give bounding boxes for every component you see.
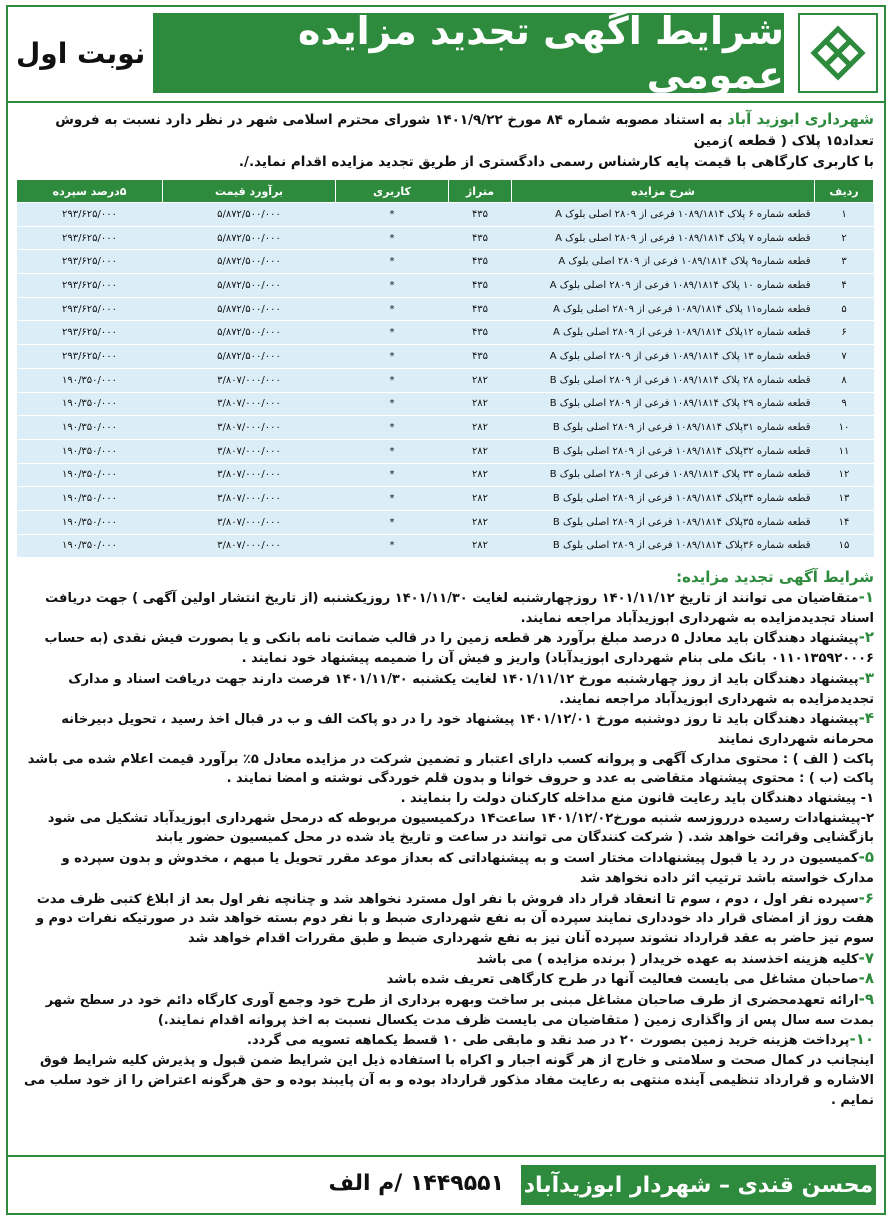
condition-text: ۱- پیشنهاد دهندگان باید رعایت قانون منع مداخله کارکنان دولت را بنمایند . bbox=[400, 791, 874, 807]
row-usage: * bbox=[336, 463, 449, 487]
row-price: ۳/۸۰۷/۰۰۰/۰۰۰ bbox=[163, 487, 336, 511]
row-usage: * bbox=[336, 297, 449, 321]
row-area: ۲۸۲ bbox=[449, 534, 512, 558]
row-price: ۵/۸۷۲/۵۰۰/۰۰۰ bbox=[163, 250, 336, 274]
table-row bbox=[17, 487, 874, 511]
row-price: ۵/۸۷۲/۵۰۰/۰۰۰ bbox=[163, 297, 336, 321]
row-deposit: ۲۹۳/۶۲۵/۰۰۰ bbox=[17, 345, 163, 369]
row-price: ۳/۸۰۷/۰۰۰/۰۰۰ bbox=[163, 510, 336, 534]
row-usage: * bbox=[336, 439, 449, 463]
row-area: ۲۸۲ bbox=[449, 439, 512, 463]
condition-item bbox=[18, 889, 874, 949]
table-row bbox=[17, 439, 874, 463]
row-number: ۷ bbox=[815, 345, 874, 369]
row-number: ۱۵ bbox=[815, 534, 874, 558]
row-deposit: ۲۹۳/۶۲۵/۰۰۰ bbox=[17, 321, 163, 345]
row-description: قطعه شماره ۳۴پلاک ۱۰۸۹/۱۸۱۴ فرعی از ۲۸۰۹ اصلی بلوک B bbox=[512, 487, 815, 511]
row-area: ۲۸۲ bbox=[449, 487, 512, 511]
row-description: قطعه شماره ۱۰ پلاک ۱۰۸۹/۱۸۱۴ فرعی از ۲۸۰۹ اصلی بلوک A bbox=[512, 274, 815, 298]
column-header: کاربری bbox=[336, 180, 449, 203]
row-area: ۴۳۵ bbox=[449, 297, 512, 321]
condition-item bbox=[18, 769, 874, 789]
condition-text: پیشنهاد دهندگان باید تا روز دوشنبه مورخ ۱۴۰۱/۱۲/۰۱ پیشنهاد خود را در دو پاکت الف و ب در قبال اخذ رسید ، تحویل دبیرخانه محرمانه شهرداری نمایند bbox=[61, 712, 874, 747]
row-usage: * bbox=[336, 226, 449, 250]
row-number: ۱۳ bbox=[815, 487, 874, 511]
row-price: ۵/۸۷۲/۵۰۰/۰۰۰ bbox=[163, 203, 336, 227]
row-description: قطعه شماره ۳۶پلاک ۱۰۸۹/۱۸۱۴ فرعی از ۲۸۰۹ اصلی بلوک B bbox=[512, 534, 815, 558]
row-price: ۳/۸۰۷/۰۰۰/۰۰۰ bbox=[163, 368, 336, 392]
condition-number: ۸- bbox=[858, 969, 874, 988]
intro-paragraph bbox=[8, 103, 884, 173]
row-usage: * bbox=[336, 510, 449, 534]
condition-number: ۷- bbox=[858, 948, 874, 967]
notice-header bbox=[8, 7, 884, 103]
condition-number: ۳- bbox=[858, 668, 874, 687]
row-description: قطعه شماره ۲۹ پلاک ۱۰۸۹/۱۸۱۴ فرعی از ۲۸۰۹ اصلی بلوک B bbox=[512, 392, 815, 416]
row-deposit: ۲۹۳/۶۲۵/۰۰۰ bbox=[17, 274, 163, 298]
table-row bbox=[17, 250, 874, 274]
condition-item bbox=[18, 709, 874, 749]
row-deposit: ۱۹۰/۳۵۰/۰۰۰ bbox=[17, 487, 163, 511]
title-banner bbox=[153, 9, 784, 97]
condition-item bbox=[18, 1051, 874, 1110]
row-price: ۳/۸۰۷/۰۰۰/۰۰۰ bbox=[163, 534, 336, 558]
notice-title: شرایط آگهی تجدید مزایده عمومی bbox=[297, 9, 784, 97]
row-deposit: ۱۹۰/۳۵۰/۰۰۰ bbox=[17, 534, 163, 558]
table-row bbox=[17, 392, 874, 416]
table-row bbox=[17, 203, 874, 227]
conditions-title: شرایط آگهی تجدید مزایده: bbox=[676, 568, 874, 587]
municipality-name: شهرداری ابوزید آباد bbox=[727, 110, 874, 128]
row-number: ۱ bbox=[815, 203, 874, 227]
column-header: ردیف bbox=[815, 180, 874, 203]
row-price: ۳/۸۰۷/۰۰۰/۰۰۰ bbox=[163, 463, 336, 487]
condition-text: پیشنهاد دهندگان باید از روز چهارشنبه مورخ ۱۴۰۱/۱۱/۱۲ لغایت یکشنبه ۱۴۰۱/۱۱/۳۰ فرصت دارند جهت دریافت اسناد و مدارک تجدیدمزایده به شهرداری ابوزیدآباد مراجعه نمایند. bbox=[68, 671, 874, 707]
row-area: ۲۸۲ bbox=[449, 510, 512, 534]
row-area: ۴۳۵ bbox=[449, 345, 512, 369]
table-row bbox=[17, 510, 874, 534]
row-area: ۴۳۵ bbox=[449, 203, 512, 227]
column-header: شرح مزایده bbox=[512, 180, 815, 203]
condition-text: پرداخت هزینه خرید زمین بصورت ۲۰ در صد نقد و مابقی طی ۱۰ قسط یکماهه تسویه می گردد. bbox=[247, 1033, 850, 1049]
row-number: ۹ bbox=[815, 392, 874, 416]
row-number: ۸ bbox=[815, 368, 874, 392]
row-usage: * bbox=[336, 203, 449, 227]
row-deposit: ۱۹۰/۳۵۰/۰۰۰ bbox=[17, 416, 163, 440]
condition-text: پیشنهاد دهندگان باید معادل ۵ درصد مبلغ برآورد هر قطعه زمین را در قالب ضمانت نامه بانکی و یا بصورت فیش نقدی (به حساب ۰۱۱۰۱۳۵۹۲۰۰۰۶ بانک ملی بنام شهرداری ابوزیدآباد) واریز و فیش آن را ضمیمه پیشنهاد خود نمایند . bbox=[44, 631, 874, 667]
table-header-row bbox=[17, 180, 874, 203]
row-description: قطعه شماره ۱۳ پلاک ۱۰۸۹/۱۸۱۴ فرعی از ۲۸۰۹ اصلی بلوک A bbox=[512, 345, 815, 369]
conditions-section bbox=[8, 558, 884, 1110]
condition-item bbox=[18, 789, 874, 809]
row-number: ۱۱ bbox=[815, 439, 874, 463]
row-area: ۲۸۲ bbox=[449, 416, 512, 440]
row-number: ۳ bbox=[815, 250, 874, 274]
row-area: ۲۸۲ bbox=[449, 392, 512, 416]
table-row bbox=[17, 534, 874, 558]
condition-text: صاحبان مشاغل می بایست فعالیت آنها در طرح کارگاهی تعریف شده باشد bbox=[386, 972, 859, 988]
row-usage: * bbox=[336, 250, 449, 274]
row-deposit: ۲۹۳/۶۲۵/۰۰۰ bbox=[17, 297, 163, 321]
condition-item bbox=[18, 628, 874, 668]
table-row bbox=[17, 368, 874, 392]
signature-box: محسن قندی – شهردار ابوزیدآباد bbox=[521, 1165, 876, 1205]
condition-item bbox=[18, 750, 874, 770]
condition-text: متقاضیان می توانند از تاریخ ۱۴۰۱/۱۱/۱۲ روزچهارشنبه لغایت ۱۴۰۱/۱۱/۳۰ روزیکشنبه (از تاریخ انتشار اولین آگهی ) جهت دریافت اسناد تجدیدمزایده به شهرداری ابوزیدآباد مراجعه نمایند. bbox=[45, 591, 874, 626]
condition-number: ۹- bbox=[858, 990, 874, 1009]
row-description: قطعه شماره ۲۸ پلاک ۱۰۸۹/۱۸۱۴ فرعی از ۲۸۰۹ اصلی بلوک B bbox=[512, 368, 815, 392]
row-description: قطعه شماره ۱۲پلاک ۱۰۸۹/۱۸۱۴ فرعی از ۲۸۰۹ اصلی بلوک A bbox=[512, 321, 815, 345]
row-number: ۲ bbox=[815, 226, 874, 250]
items-table bbox=[16, 179, 874, 558]
row-deposit: ۱۹۰/۳۵۰/۰۰۰ bbox=[17, 439, 163, 463]
row-number: ۶ bbox=[815, 321, 874, 345]
table-row bbox=[17, 345, 874, 369]
row-price: ۵/۸۷۲/۵۰۰/۰۰۰ bbox=[163, 274, 336, 298]
row-price: ۳/۸۰۷/۰۰۰/۰۰۰ bbox=[163, 392, 336, 416]
intro-text-2: با کاربری کارگاهی با قیمت پایه کارشناس رسمی دادگستری از طریق تجدید مزایده اقدام نماید./. bbox=[238, 154, 874, 170]
round-label: نوبت اول bbox=[16, 37, 146, 70]
row-deposit: ۱۹۰/۳۵۰/۰۰۰ bbox=[17, 510, 163, 534]
column-header: برآورد قیمت bbox=[163, 180, 336, 203]
condition-item bbox=[18, 588, 874, 628]
row-usage: * bbox=[336, 487, 449, 511]
row-description: قطعه شماره ۳۲پلاک ۱۰۸۹/۱۸۱۴ فرعی از ۲۸۰۹ اصلی بلوک B bbox=[512, 439, 815, 463]
row-deposit: ۲۹۳/۶۲۵/۰۰۰ bbox=[17, 226, 163, 250]
publication-code: ۱۴۴۹۵۵۱ /م الف bbox=[328, 1171, 504, 1196]
row-area: ۴۳۵ bbox=[449, 274, 512, 298]
row-usage: * bbox=[336, 321, 449, 345]
row-description: قطعه شماره ۷ پلاک ۱۰۸۹/۱۸۱۴ فرعی از ۲۸۰۹ اصلی بلوک A bbox=[512, 226, 815, 250]
row-deposit: ۲۹۳/۶۲۵/۰۰۰ bbox=[17, 250, 163, 274]
condition-text: سپرده نفر اول ، دوم ، سوم تا انعقاد قرار داد فروش با نفر اول مسترد نخواهد شد و چنانچه نفر اول بعد از ابلاغ کتبی ظرف مدت هفت روز از امضای قرار داد خودداری نمایند سپرده آن به نفع شهرداری ضبط و با نفر دوم بسته خواهد شد در صورتیکه نفرات دوم و سوم نیز حاضر به عقد قرارداد نشوند سپرده آنان نیز به نفع شهرداری ضبط و طبق مقررات اقدام خواهد شد bbox=[35, 891, 874, 946]
row-price: ۵/۸۷۲/۵۰۰/۰۰۰ bbox=[163, 226, 336, 250]
row-price: ۳/۸۰۷/۰۰۰/۰۰۰ bbox=[163, 416, 336, 440]
row-deposit: ۱۹۰/۳۵۰/۰۰۰ bbox=[17, 463, 163, 487]
row-price: ۵/۸۷۲/۵۰۰/۰۰۰ bbox=[163, 345, 336, 369]
condition-item bbox=[18, 969, 874, 990]
row-area: ۲۸۲ bbox=[449, 368, 512, 392]
row-number: ۱۰ bbox=[815, 416, 874, 440]
row-price: ۳/۸۰۷/۰۰۰/۰۰۰ bbox=[163, 439, 336, 463]
table-row bbox=[17, 274, 874, 298]
table-row bbox=[17, 297, 874, 321]
row-description: قطعه شماره ۶ پلاک ۱۰۸۹/۱۸۱۴ فرعی از ۲۸۰۹ اصلی بلوک A bbox=[512, 203, 815, 227]
row-usage: * bbox=[336, 534, 449, 558]
condition-text: ۲-پیشنهادات رسیده درروزسه شنبه مورخ۱۴۰۱/۱۲/۰۲ ساعت۱۴ درکمیسیون مربوطه که درمحل شهرداری ابوزیدآباد تشکیل می شود بازگشایی وقرائت خواهد شد. ( شرکت کنندگان می توانند در ساعت و تاریخ یاد شده در محل کمیسیون حضور یابند bbox=[47, 810, 874, 846]
condition-text: پاکت ( الف ) : محتوی مدارک آگهی و پروانه کسب دارای اعتبار و تضمین شرکت در مزایده معادل ۵٪ برآورد قیمت اعلام شده می باشد bbox=[27, 751, 874, 767]
row-area: ۴۳۵ bbox=[449, 321, 512, 345]
notice-footer bbox=[8, 1155, 884, 1213]
row-deposit: ۲۹۳/۶۲۵/۰۰۰ bbox=[17, 203, 163, 227]
table-row bbox=[17, 226, 874, 250]
row-deposit: ۱۹۰/۳۵۰/۰۰۰ bbox=[17, 392, 163, 416]
condition-number: ۵- bbox=[858, 848, 874, 867]
auction-notice bbox=[6, 5, 886, 1215]
knot-emblem-icon bbox=[808, 23, 868, 83]
condition-text: اینجانب در کمال صحت و سلامتی و خارج از هر گونه اجبار و اکراه با استفاده ذیل این شرایط ضمن قبول و پذیرش کلیه شرایط فوق الاشاره و قرارداد تنظیمی آینده منتهی به رعایت مفاد مذکور قرارداد بوده و به آن پایبند بوده و حق هرگونه اعتراض را از خود سلب می نمایم . bbox=[24, 1053, 874, 1108]
condition-item bbox=[18, 949, 874, 970]
condition-number: ۴- bbox=[858, 709, 874, 728]
condition-text: ارائه تعهدمحضری از طرف صاحبان مشاغل مبنی بر ساخت وبهره برداری از طرح خود وجمع آوری کارگاه دائم خود در سطح شهر بمدت سه سال پس از واگذاری زمین ( متقاضیان می بایست ظرف مدت یکسال نسبت به اخذ پروانه اقدام نمایند.) bbox=[45, 993, 874, 1028]
row-deposit: ۱۹۰/۳۵۰/۰۰۰ bbox=[17, 368, 163, 392]
row-usage: * bbox=[336, 345, 449, 369]
row-number: ۱۴ bbox=[815, 510, 874, 534]
row-usage: * bbox=[336, 392, 449, 416]
condition-number: ۱- bbox=[858, 588, 874, 607]
row-description: قطعه شماره۱۱ پلاک ۱۰۸۹/۱۸۱۴ فرعی از ۲۸۰۹ اصلی بلوک A bbox=[512, 297, 815, 321]
column-header: ۵درصد سپرده bbox=[17, 180, 163, 203]
row-description: قطعه شماره ۳۵پلاک ۱۰۸۹/۱۸۱۴ فرعی از ۲۸۰۹ اصلی بلوک B bbox=[512, 510, 815, 534]
table-row bbox=[17, 416, 874, 440]
intro-text-1: به استناد مصوبه شماره ۸۴ مورخ ۱۴۰۱/۹/۲۲ شورای محترم اسلامی شهر در نظر دارد نسبت به فروش تعداد۱۵ پلاک ( قطعه )زمین bbox=[55, 112, 874, 149]
condition-item bbox=[18, 669, 874, 709]
condition-item bbox=[18, 809, 874, 848]
row-description: قطعه شماره ۳۱پلاک ۱۰۸۹/۱۸۱۴ فرعی از ۲۸۰۹ اصلی بلوک B bbox=[512, 416, 815, 440]
table-row bbox=[17, 463, 874, 487]
municipality-logo bbox=[798, 13, 878, 93]
row-number: ۴ bbox=[815, 274, 874, 298]
row-usage: * bbox=[336, 274, 449, 298]
row-usage: * bbox=[336, 416, 449, 440]
row-usage: * bbox=[336, 368, 449, 392]
row-description: قطعه شماره۹ پلاک ۱۰۸۹/۱۸۱۴ فرعی از ۲۸۰۹ اصلی بلوک A bbox=[512, 250, 815, 274]
row-area: ۴۳۵ bbox=[449, 250, 512, 274]
row-number: ۵ bbox=[815, 297, 874, 321]
condition-text: پاکت (ب ) : محتوی پیشنهاد متقاضی به عدد و حروف خوانا و بدون قلم خوردگی نوشته و امضا نمایند . bbox=[226, 771, 874, 787]
row-number: ۱۲ bbox=[815, 463, 874, 487]
table-row bbox=[17, 321, 874, 345]
condition-item bbox=[18, 990, 874, 1030]
row-area: ۴۳۵ bbox=[449, 226, 512, 250]
condition-number: ۶- bbox=[858, 888, 874, 907]
condition-item bbox=[18, 1030, 874, 1051]
column-header: متراژ bbox=[449, 180, 512, 203]
row-description: قطعه شماره ۳۳ پلاک ۱۰۸۹/۱۸۱۴ فرعی از ۲۸۰۹ اصلی بلوک B bbox=[512, 463, 815, 487]
condition-item bbox=[18, 848, 874, 888]
condition-number: ۲- bbox=[858, 628, 874, 647]
row-price: ۵/۸۷۲/۵۰۰/۰۰۰ bbox=[163, 321, 336, 345]
condition-text: کمیسیون در رد یا قبول پیشنهادات مختار است و به پیشنهاداتی که بعداز موعد مقرر تحویل یا مبهم ، مخدوش و بدون سپرده و مدارک خواسته باشد ترتیب اثر داده نخواهد شد bbox=[61, 851, 874, 886]
condition-number: ۱۰- bbox=[849, 1030, 874, 1049]
condition-text: کلیه هزینه اخذسند به عهده خریدار ( برنده مزایده ) می باشد bbox=[476, 951, 859, 967]
row-area: ۲۸۲ bbox=[449, 463, 512, 487]
